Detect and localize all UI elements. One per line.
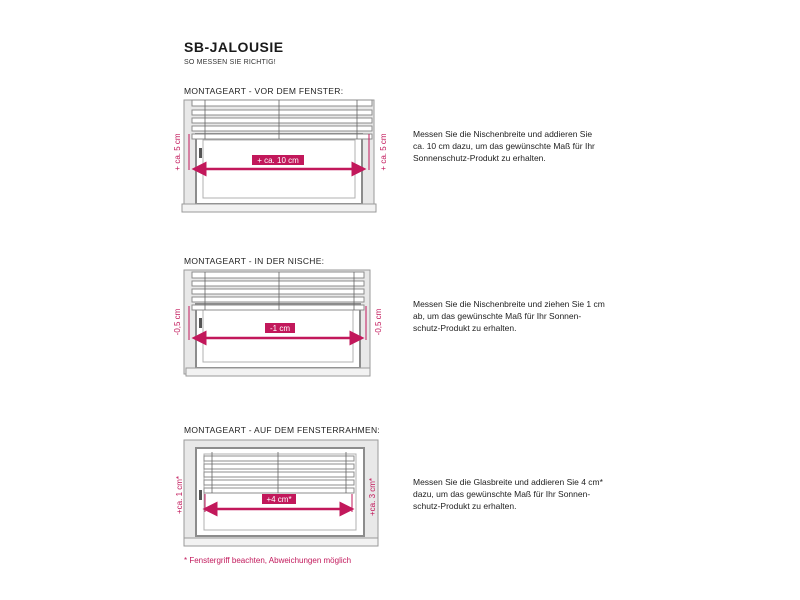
section-heading-auf-dem-fensterrahmen: MONTAGEART - AUF DEM FENSTERRAHMEN: xyxy=(184,425,381,435)
description-line: schutz-Produkt zu erhalten. xyxy=(413,501,517,511)
description-line: Messen Sie die Nischenbreite und addieren Sie xyxy=(413,129,593,139)
left-dimension-label: + ca. 5 cm xyxy=(173,133,182,171)
left-dimension-label: +ca. 1 cm* xyxy=(175,475,184,515)
width-badge: +4 cm* xyxy=(266,495,292,504)
description-line: Sonnenschutz-Produkt zu erhalten. xyxy=(413,153,546,163)
window-diagram-in-der-nische xyxy=(173,270,383,376)
section-heading-in-der-nische: MONTAGEART - IN DER NISCHE: xyxy=(184,256,325,266)
description-line: Messen Sie die Nischenbreite und ziehen Sie 1 cm xyxy=(413,299,605,309)
left-dimension-label: -0,5 cm xyxy=(173,308,182,336)
right-dimension-label: +ca. 3 cm* xyxy=(368,477,377,517)
width-badge: + ca. 10 cm xyxy=(257,156,299,165)
window-diagram-vor-dem-fenster xyxy=(173,100,388,212)
right-dimension-label: + ca. 5 cm xyxy=(379,133,388,171)
window-diagram-auf-dem-fensterrahmen xyxy=(175,440,378,546)
footnote: * Fenstergriff beachten, Abweichungen möglich xyxy=(184,556,352,565)
section-heading-vor-dem-fenster: MONTAGEART - VOR DEM FENSTER: xyxy=(184,86,344,96)
page-title: SB-JALOUSIE xyxy=(184,39,284,55)
right-dimension-label: -0,5 cm xyxy=(374,308,383,336)
description-line: Messen Sie die Glasbreite und addieren Sie 4 cm* xyxy=(413,477,603,487)
description-line: ca. 10 cm dazu, um das gewünschte Maß für Ihr xyxy=(413,141,595,151)
description-line: dazu, um das gewünschte Maß für Ihr Sonnen- xyxy=(413,489,591,499)
description-line: schutz-Produkt zu erhalten. xyxy=(413,323,517,333)
width-badge: -1 cm xyxy=(270,324,290,333)
description-line: ab, um das gewünschte Maß für Ihr Sonnen- xyxy=(413,311,582,321)
page-subtitle: SO MESSEN SIE RICHTIG! xyxy=(184,59,276,66)
